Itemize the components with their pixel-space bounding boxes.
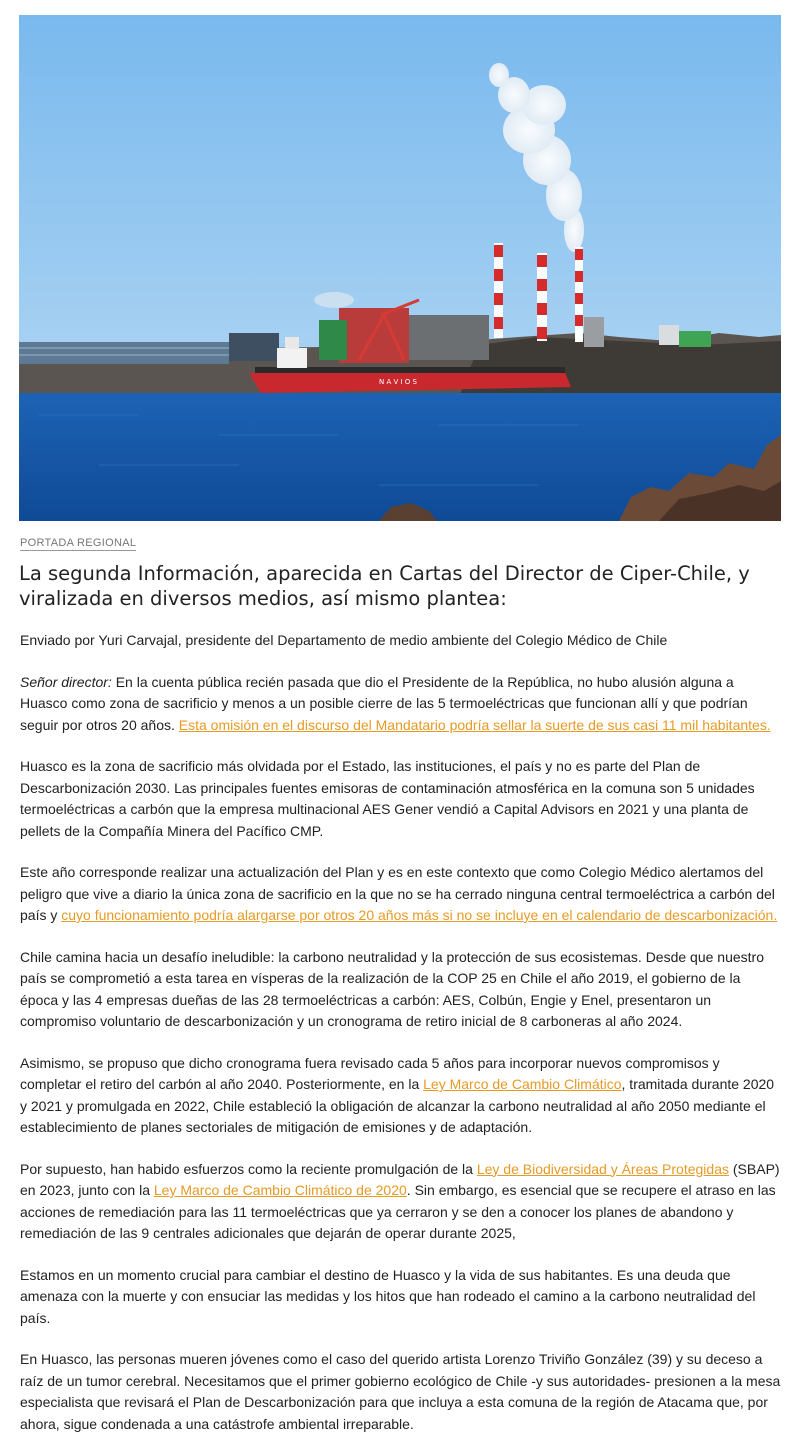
paragraph-1: Señor director: En la cuenta pública recién pasada que dio el Presidente de la República, no hubo alusión alguna a Huasco como zona de sacrificio y menos a un posible cierre de las 5 termoeléctricas que funcionan allí y que podrían seguir por otros 20 años. Esta omisión en el discurso del Mandatario podría sellar la suerte de sus casi 11 mil habitantes.	[20, 673, 771, 733]
paragraph-5: Asimismo, se propuso que dicho cronograma fuera revisado cada 5 años para incorporar nuevos compromisos y completar el retiro del carbón al año 2040. Posteriormente, en la Ley Marco de Cambio Climático, tramitada durante 2020 y 2021 y promulgada en 2022, Chile estableció la obligación de alcanzar la carbono neutralidad al año 2050 mediante el establecimiento de planes sectoriales de mitigación de emisiones y de adaptación.	[20, 1054, 775, 1135]
paragraph-3: Este año corresponde realizar una actualización del Plan y es en este contexto que como Colegio Médico alertamos del peligro que vive a diario la única zona de sacrificio en la que no se ha cerrado ninguna central termoeléctrica a carbón del país y cuyo funcionamiento podría alargarse por otros 20 años más si no se incluye en el calendario de descarbonización.	[20, 864, 778, 923]
climate-law-link[interactable]: Ley Marco de Cambio Climático	[423, 1076, 622, 1092]
byline: Enviado por Yuri Carvajal, presidente del Departamento de medio ambiente del Colegio Médico de Chile	[20, 632, 668, 648]
operation-extension-link[interactable]: cuyo funcionamiento podría alargarse por otros 20 años más si no se incluye en el calendario de descarbonización.	[61, 907, 778, 923]
paragraph-7: Estamos en un momento crucial para cambiar el destino de Huasco y la vida de sus habitantes. Es una deuda que amenaza con la muerte y con ensuciar las medidas y los hitos que han rodeado el camino a la carbono neutralidad del país.	[20, 1266, 756, 1326]
article-body	[20, 630, 782, 1455]
paragraph-2: Huasco es la zona de sacrificio más olvidada por el Estado, las instituciones, el país y no es parte del Plan de Descarbonización 2030. Las principales fuentes emisoras de contaminación atmosférica en la comuna son 5 unidades termoeléctricas a carbón que la empresa multinacional AES Gener vendió a Capital Advisors en 2021 y una planta de pellets de la Compañía Minera del Pacífico CMP.	[20, 758, 755, 839]
article-title: La segunda Información, aparecida en Cartas del Director de Ciper-Chile, y viralizada en diversos medios, así mismo plantea:	[19, 562, 750, 610]
svg-text:N A V I O S: N A V I O S	[379, 378, 417, 386]
hero-image	[19, 15, 781, 521]
climate-law-2020-link[interactable]: Ley Marco de Cambio Climático de 2020	[153, 1182, 407, 1198]
omission-link[interactable]: Esta omisión en el discurso del Mandatario podría sellar la suerte de sus casi 11 mil habitantes.	[178, 716, 771, 733]
biodiversity-law-link[interactable]: Ley de Biodiversidad y Áreas Protegidas	[476, 1160, 729, 1177]
power-plant-photo	[19, 15, 781, 521]
paragraph-8: En Huasco, las personas mueren jóvenes como el caso del querido artista Lorenzo Triviño González (39) y su deceso a raíz de un tumor cerebral. Necesitamos que el primer gobierno ecológico de Chile -y sus autoridades- presionen a la mesa especialista que revisará el Plan de Descarbonización para que incluya a esta comuna de la región de Atacama que, por ahora, sigue condenada a una catástrofe ambiental irreparable.	[20, 1351, 781, 1432]
paragraph-4: Chile camina hacia un desafío ineludible: la carbono neutralidad y la protección de sus ecosistemas. Desde que nuestro país se comprometió a esta tarea en vísperas de la realización de la COP 25 en Chile el año 2019, el gobierno de la época y las 4 empresas dueñas de las 28 termoeléctricas a carbón: AES, Colbún, Engie y Enel, presentaron un compromiso voluntario de descarbonización y un cronograma de retiro inicial de 8 carboneras al año 2024.	[20, 948, 765, 1029]
category-link[interactable]: PORTADA REGIONAL	[20, 537, 137, 549]
salutation: Señor director:	[20, 673, 112, 690]
paragraph-6: Por supuesto, han habido esfuerzos como la reciente promulgación de la Ley de Biodiversidad y Áreas Protegidas (SBAP) en 2023, junto con la Ley Marco de Cambio Climático de 2020. Sin embargo, es esencial que se recupere el atraso en las acciones de remediación para las 11 termoeléctricas que ya cerraron y se den a conocer los planes de abandono y remediación de las 9 centrales adicionales que dejarán de operar durante 2025,	[20, 1160, 780, 1241]
